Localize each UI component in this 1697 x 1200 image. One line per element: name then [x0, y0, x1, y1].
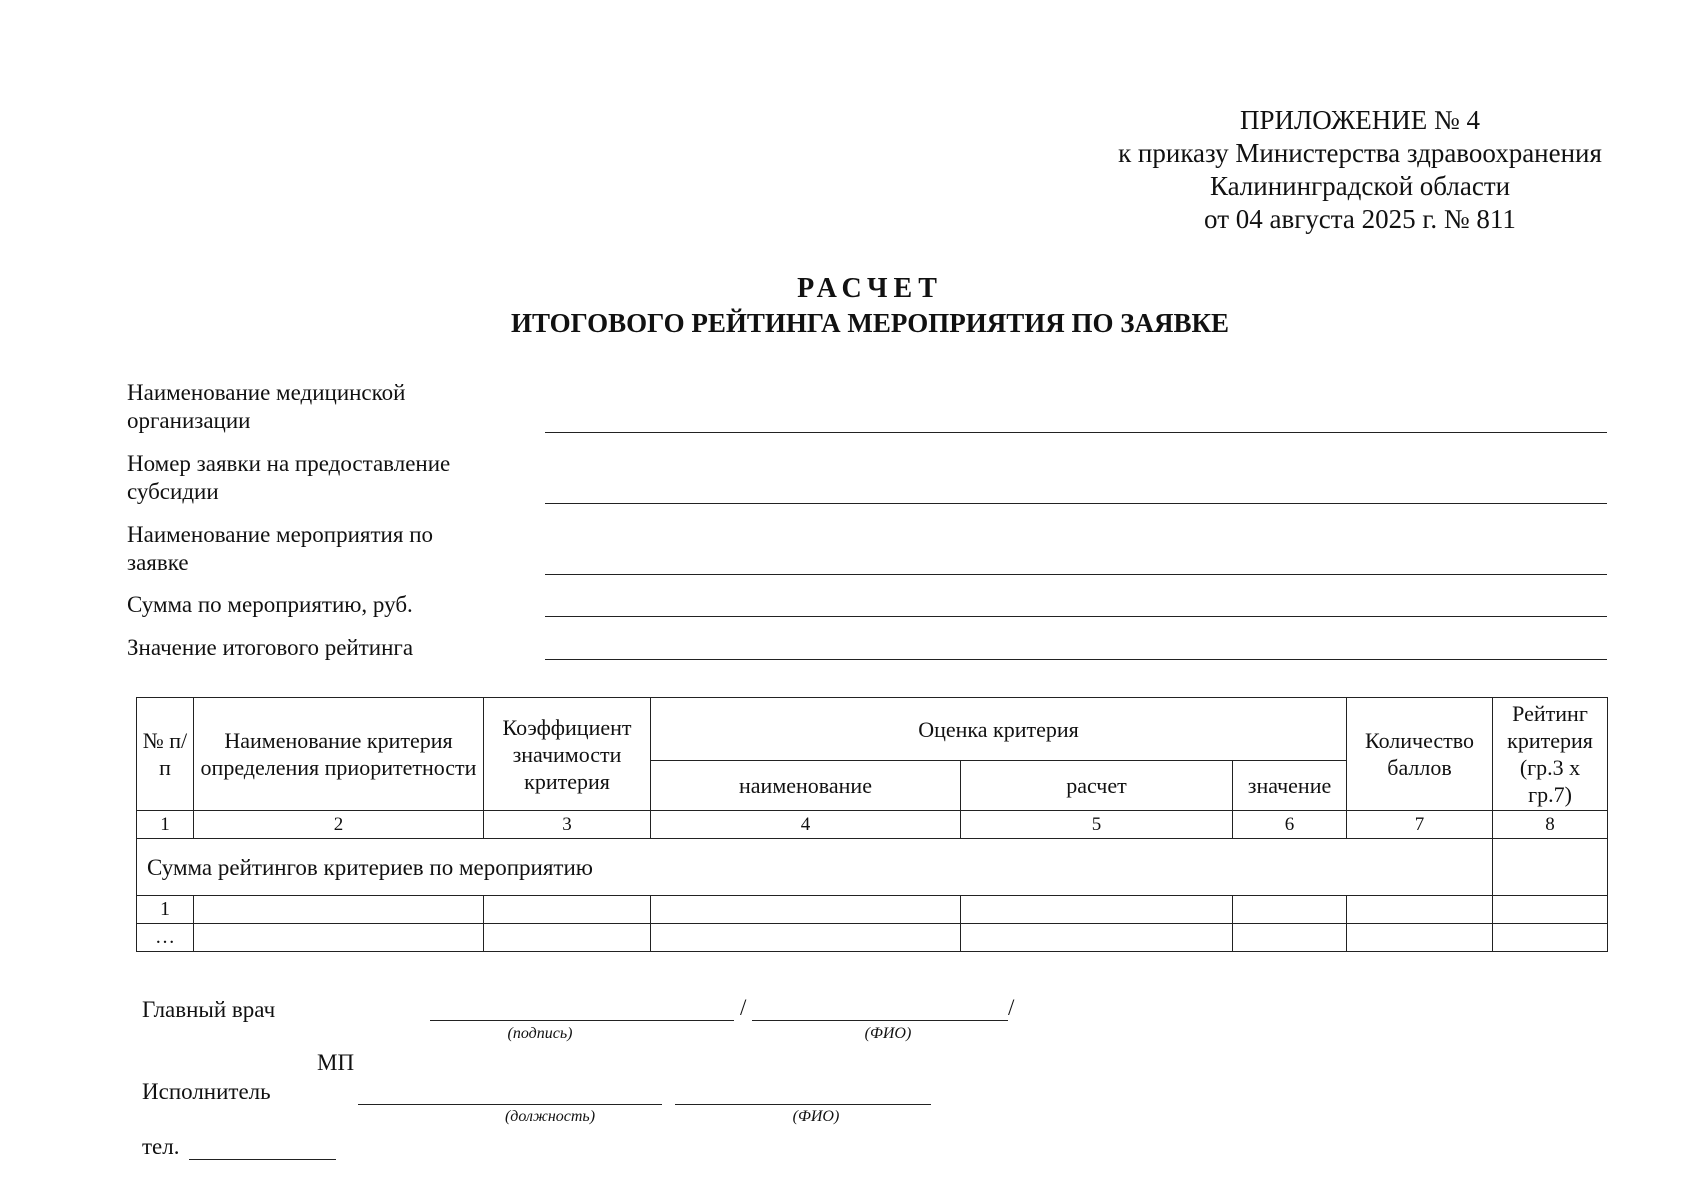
field-label [127, 379, 547, 435]
field-organization [127, 375, 1607, 435]
chief-signature-line[interactable] [430, 996, 734, 1021]
header-sub-calc: расчет [961, 761, 1233, 811]
field-label-line-2: заявке [127, 550, 189, 575]
table-cell[interactable] [484, 924, 651, 952]
table-cell[interactable] [1233, 896, 1347, 924]
sum-label: Сумма рейтингов критериев по мероприятию [137, 839, 1493, 896]
table-cell[interactable] [1347, 924, 1493, 952]
slash-separator: / [740, 995, 747, 1020]
field-fill-line[interactable] [545, 659, 1607, 660]
executor-position-line[interactable] [358, 1080, 662, 1105]
column-number: 3 [484, 811, 651, 839]
column-number: 2 [194, 811, 484, 839]
field-label-line-1: Наименование мероприятия по [127, 522, 433, 547]
caption-fio: (ФИО) [792, 1108, 840, 1125]
slash-separator: / [1008, 995, 1015, 1020]
sum-row [137, 839, 1608, 896]
executor-label: Исполнитель [142, 1079, 271, 1104]
column-number: 5 [961, 811, 1233, 839]
table-cell[interactable] [194, 924, 484, 952]
field-label-line-1: Сумма по мероприятию, руб. [127, 592, 413, 617]
criteria-table [136, 697, 1608, 952]
table-cell[interactable] [1347, 896, 1493, 924]
caption-position: (должность) [504, 1108, 596, 1125]
sum-value-cell[interactable] [1493, 839, 1608, 896]
table-cell[interactable] [1233, 924, 1347, 952]
table-cell[interactable] [484, 896, 651, 924]
phone-label: тел. [142, 1134, 180, 1159]
table-cell[interactable] [961, 896, 1233, 924]
table-cell[interactable] [1493, 896, 1608, 924]
header-criterion-name: Наименование критерия определения приоритетности [194, 698, 484, 811]
appendix-number: ПРИЛОЖЕНИЕ № 4 [1239, 105, 1481, 135]
document-title [0, 272, 1697, 340]
table-cell[interactable] [194, 896, 484, 924]
table-cell[interactable] [1493, 924, 1608, 952]
field-label [127, 634, 547, 662]
table-cell[interactable] [961, 924, 1233, 952]
column-number-row [137, 811, 1608, 839]
table-cell[interactable] [651, 896, 961, 924]
field-label-line-1: Значение итогового рейтинга [127, 635, 414, 660]
title-line-2: ИТОГОВОГО РЕЙТИНГА МЕРОПРИЯТИЯ ПО ЗАЯВКЕ [510, 308, 1230, 338]
chief-doctor-label: Главный врач [142, 997, 276, 1022]
appendix-order-line: к приказу Министерства здравоохранения [1118, 138, 1602, 168]
executor-fio-line[interactable] [675, 1080, 931, 1105]
field-label-line-2: организации [127, 408, 251, 433]
table-cell[interactable] [651, 924, 961, 952]
field-fill-line[interactable] [545, 432, 1607, 433]
field-label [127, 450, 547, 506]
stamp-label: МП [317, 1050, 355, 1075]
field-label-line-1: Номер заявки на предоставление [127, 451, 451, 476]
column-number: 8 [1493, 811, 1608, 839]
phone-line[interactable] [189, 1135, 336, 1160]
header-sub-name: наименование [651, 761, 961, 811]
column-number: 4 [651, 811, 961, 839]
column-number: 1 [137, 811, 194, 839]
title-line-1: РАСЧЕТ [797, 273, 943, 304]
appendix-header [1080, 104, 1640, 236]
chief-fio-line[interactable] [752, 996, 1008, 1021]
field-fill-line[interactable] [545, 503, 1607, 504]
caption-fio: (ФИО) [864, 1025, 912, 1042]
field-application-number [127, 446, 1607, 506]
field-total-rating [127, 602, 1607, 662]
appendix-date-line: от 04 августа 2025 г. № 811 [1204, 204, 1516, 234]
header-assessment: Оценка критерия [651, 698, 1347, 761]
column-number: 6 [1233, 811, 1347, 839]
field-label-line-2: субсидии [127, 479, 219, 504]
caption-signature: (подпись) [507, 1025, 573, 1042]
table-row [137, 896, 1608, 924]
row-number: … [137, 924, 194, 952]
header-sub-value: значение [1233, 761, 1347, 811]
column-number: 7 [1347, 811, 1493, 839]
table-row [137, 924, 1608, 952]
header-rating: Рейтинг критерия (гр.3 х гр.7) [1493, 698, 1608, 811]
row-number: 1 [137, 896, 194, 924]
field-label-line-1: Наименование медицинской [127, 380, 406, 405]
header-num: № п/п [137, 698, 194, 811]
header-points: Количество баллов [1347, 698, 1493, 811]
header-coefficient: Коэффициент значимости критерия [484, 698, 651, 811]
appendix-region-line: Калининградской области [1209, 171, 1511, 201]
